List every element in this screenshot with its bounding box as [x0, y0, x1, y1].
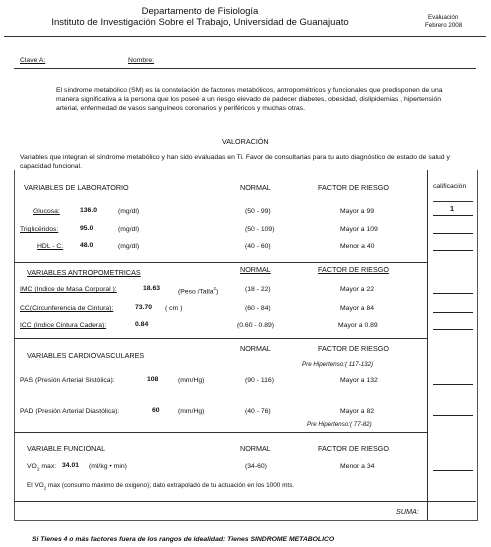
pas-value: 108: [147, 376, 159, 383]
cc-normal: (60 - 84): [245, 305, 271, 312]
calificacion-header: calificación: [433, 183, 467, 190]
pre-hipertenso-pad: Pre Hipertenso:( 77-82): [307, 421, 372, 428]
icc-risk: Mayor a 0.89: [338, 322, 378, 329]
vo2-label: [27, 463, 56, 472]
imc-unit-end: ): [216, 288, 219, 296]
glucosa-risk: Mayor a 99: [340, 208, 375, 215]
pas-label: PAS (Presión Arterial Sistólica):: [20, 377, 115, 384]
pad-normal: (40 - 76): [245, 408, 271, 415]
cc-label: CC(Circunferencia de Cintura):: [20, 305, 114, 312]
normal-header-antro: NORMAL: [240, 265, 271, 274]
score-line-cc: [433, 312, 473, 313]
vo2-unit: (ml/kg • min): [89, 463, 127, 470]
imc-label: IMC (Indice de Masa Corporal ):: [20, 286, 117, 293]
department-title: Departamento de Fisiología: [141, 6, 259, 17]
trigliceridos-risk: Mayor a 109: [340, 226, 378, 233]
pad-value: 60: [152, 407, 160, 414]
factor-header-cardio: FACTOR DE RIESGO: [318, 344, 389, 353]
pad-label: PAD (Presión Arterial Diastólica):: [20, 408, 120, 415]
score-line-hdl: [433, 250, 473, 251]
vo2-normal: (34-60): [245, 463, 267, 470]
imc-risk: Mayor a 22: [340, 286, 375, 293]
vo2-risk: Menor a 34: [340, 463, 375, 470]
clave-label: Clave A:: [20, 57, 46, 64]
trigliceridos-unit: (mg/dl): [118, 226, 140, 233]
score-line-pas: [433, 384, 473, 385]
icc-normal: (0.60 - 0.89): [237, 322, 275, 329]
vo2-label-pre: VO: [27, 463, 37, 470]
score-line-pad: [433, 415, 473, 416]
trigliceridos-label: Triglicéridos:: [20, 226, 59, 233]
cc-unit: ( cm ): [165, 305, 183, 312]
cardio-divider: [14, 432, 427, 433]
imc-value: 18.63: [143, 285, 161, 292]
glucosa-unit: (mg/dl): [118, 208, 140, 215]
cc-value: 73.70: [135, 304, 153, 311]
normal-header-funcional: NORMAL: [240, 444, 271, 453]
fields-divider: [14, 68, 476, 69]
vo2-note: [27, 482, 294, 490]
antro-section-title: VARIABLES ANTROPOMETRICAS: [27, 268, 141, 277]
evaluation-date: Febrero 2008: [425, 22, 463, 29]
vo2-label-post: max:: [39, 463, 57, 470]
vo2-value: 34.01: [62, 462, 80, 469]
evaluation-label: Evaluación: [428, 14, 459, 21]
calificacion-column-divider: [427, 170, 428, 520]
trigliceridos-normal: (50 - 109): [245, 226, 275, 233]
suma-divider: [14, 501, 476, 502]
pad-risk: Mayor a 82: [340, 408, 375, 415]
pas-risk: Mayor a 132: [340, 377, 378, 384]
vo2-note-pre: El VO: [27, 482, 44, 489]
suma-label: SUMA:: [396, 507, 419, 516]
vo2-note-post: max (consumo máximo de oxigeno); dato extrapolado de tu actuación en los 1000 mts.: [46, 482, 295, 489]
factor-header-funcional: FACTOR DE RIESGO: [318, 444, 389, 453]
valoracion-text: Variables que integran el síndrome metabólico y han sido evaluadas en Ti. Favor de consultarlas para tu auto diagnóstico de estado de salud y capacidad funcional.: [20, 154, 450, 171]
score-line-imc: [433, 293, 473, 294]
score-box-top: [433, 201, 473, 202]
lab-divider: [14, 262, 427, 263]
normal-header-lab: NORMAL: [240, 183, 271, 192]
valoracion-title: VALORACIÓN: [222, 137, 269, 146]
glucosa-score: 1: [450, 204, 454, 213]
intro-paragraph: El síndrome metabólico (SM) es la constelación de factores metabólicos, antropométricos y funcionales que predisponen de una manera significativa a la persona que los poseé a un riesgo elevado de padecer diabetes, obesidad, dislipidemias , hipertensión arterial, enfermedad de vasos sanguíneos coronarios y periféricos y muchas otras.: [56, 87, 443, 113]
glucosa-value: 136.0: [80, 207, 98, 214]
cardio-section-title: VARIABLES CARDIOVASCULARES: [27, 351, 145, 360]
factor-header-lab: FACTOR DE RIESGO: [318, 183, 389, 192]
hdl-value: 48.0: [80, 242, 94, 249]
vo2-note-sub: 2: [43, 485, 47, 491]
hdl-unit: (mg/dl): [118, 243, 140, 250]
factor-header-antro: FACTOR DE RIESGO: [318, 265, 389, 274]
nombre-label: Nombre:: [128, 57, 155, 64]
score-line-trigliceridos: [433, 233, 473, 234]
pad-unit: (mm/Hg): [178, 408, 205, 415]
glucosa-label: Glucosa:: [33, 208, 60, 215]
imc-unit: [178, 286, 218, 295]
glucosa-normal: (50 - 99): [245, 208, 271, 215]
antro-divider: [14, 338, 427, 339]
imc-unit-sup: 2: [213, 286, 217, 291]
pre-hipertenso-pas: Pre Hipertenso:( 117-132): [302, 361, 374, 368]
icc-value: 0.84: [135, 321, 149, 328]
score-line-icc: [433, 329, 473, 330]
institute-title: Instituto de Investigación Sobre el Trabajo, Universidad de Guanajuato: [51, 17, 349, 28]
normal-header-cardio: NORMAL: [240, 344, 271, 353]
lab-section-title: VARIABLES DE LABORATORIO: [24, 183, 129, 192]
score-line-glucosa: [433, 215, 473, 216]
pas-normal: (90 - 116): [245, 377, 274, 384]
hdl-risk: Menor a 40: [340, 243, 375, 250]
header-divider: [4, 36, 486, 37]
funcional-section-title: VARIABLE FUNCIONAL: [27, 444, 106, 453]
imc-unit-text: (Peso /Talla: [178, 288, 214, 296]
score-line-vo2: [433, 470, 473, 471]
imc-normal: (18 - 22): [245, 286, 271, 293]
icc-label: ICC (Indice Cintura Cadera):: [20, 322, 107, 329]
vo2-label-sub: 2: [36, 467, 40, 473]
trigliceridos-value: 95.0: [80, 225, 94, 232]
cc-risk: Mayor a 84: [340, 305, 375, 312]
hdl-label: HDL - C:: [37, 243, 64, 250]
footer-note: Si Tienes 4 o más factores fuera de los rangos de idealidad: Tienes SINDROME METABOLICO: [32, 536, 335, 543]
pas-unit: (mm/Hg): [178, 377, 205, 384]
hdl-normal: (40 - 60): [245, 243, 271, 250]
